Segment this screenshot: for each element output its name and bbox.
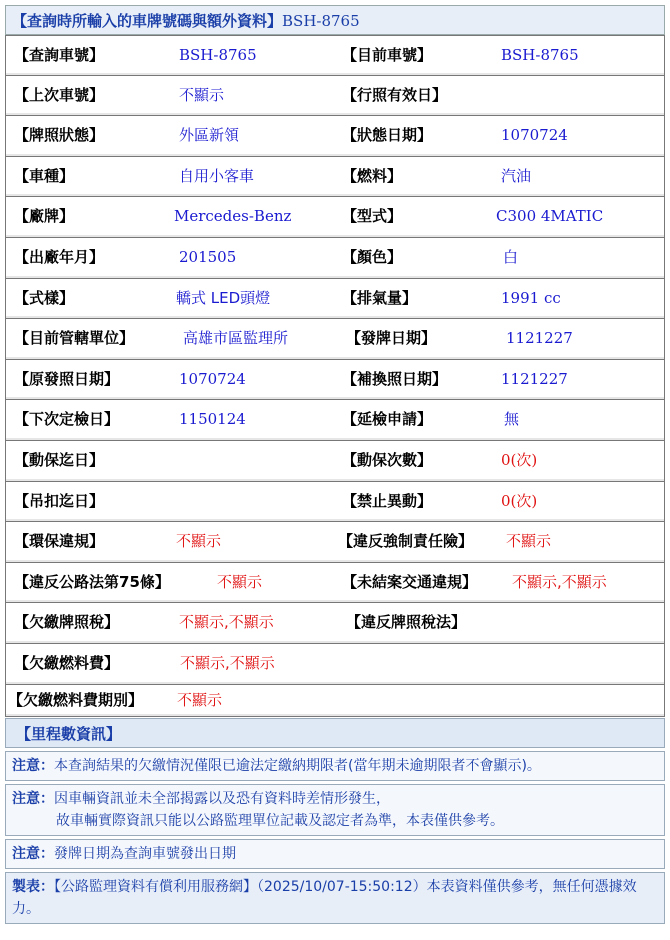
- row-jurisdiction: [6, 319, 664, 360]
- note-label: 注意：: [12, 757, 54, 774]
- value-body-style: 轎式 LED頭燈: [176, 288, 271, 307]
- info-table: [5, 35, 665, 717]
- report-title: [5, 5, 665, 35]
- row-plate-status: [6, 116, 664, 157]
- value-fuel: 汽油: [501, 166, 532, 185]
- row-highway-law: [6, 563, 664, 604]
- label-original-license-date: 【原發照日期】: [14, 369, 120, 388]
- label-movable-security-end: 【動保迄日】: [14, 450, 105, 469]
- label-fuel: 【燃料】: [342, 166, 403, 185]
- footer-text: 【公路監理資料有償利用服務網】（2025/10/07-15:50:12）本表資料僅供參考，無任何憑據效力。: [12, 878, 637, 917]
- label-environmental-violation: 【環保違規】: [14, 532, 105, 551]
- value-color: 白: [503, 247, 519, 266]
- row-vehicle-type: [6, 157, 664, 198]
- row-original-license-date: [6, 360, 664, 401]
- row-suspension: [6, 482, 664, 523]
- value-previous-plate: 不顯示: [179, 85, 225, 104]
- label-license-tax-violation: 【違反牌照稅法】: [346, 613, 467, 632]
- label-license-valid: 【行照有效日】: [342, 85, 448, 104]
- label-unpaid-license-tax: 【欠繳牌照稅】: [14, 613, 120, 632]
- value-environmental-violation: 不顯示: [176, 532, 222, 551]
- value-displacement: 1991 cc: [501, 288, 561, 307]
- label-status-date: 【狀態日期】: [342, 126, 433, 145]
- label-manufacture-date: 【出廠年月】: [14, 247, 105, 266]
- label-open-traffic-violation: 【未結案交通違規】: [342, 572, 478, 591]
- label-issue-date: 【發牌日期】: [346, 329, 437, 348]
- footer-label: 製表：: [12, 878, 54, 895]
- note-label: 注意：: [12, 790, 54, 807]
- value-transfer-ban: 0(次): [501, 491, 538, 510]
- report-footer: [5, 872, 665, 924]
- title-plate: BSH-8765: [282, 12, 360, 30]
- row-previous-plate: [6, 76, 664, 117]
- value-vehicle-type: 自用小客車: [179, 166, 255, 185]
- value-original-license-date: 1070724: [179, 369, 246, 388]
- value-query-plate: BSH-8765: [179, 46, 257, 64]
- note-text: 因車輛資訊並未全部揭露以及恐有資料時差情形發生，: [54, 790, 390, 807]
- row-fuel-fee-period: [6, 685, 664, 717]
- value-status-date: 1070724: [501, 126, 568, 145]
- value-movable-security-count: 0(次): [501, 450, 538, 469]
- label-query-plate: 【查詢車號】: [14, 46, 105, 64]
- label-insurance-violation: 【違反強制責任險】: [338, 532, 474, 551]
- label-inspection-extension: 【延檢申請】: [342, 410, 433, 429]
- note-label: 注意：: [12, 845, 54, 862]
- row-environmental: [6, 522, 664, 563]
- value-insurance-violation: 不顯示: [506, 532, 552, 551]
- value-model: C300 4MATIC: [496, 207, 604, 226]
- value-jurisdiction: 高雄市區監理所: [183, 329, 289, 348]
- label-displacement: 【排氣量】: [342, 288, 418, 307]
- label-jurisdiction: 【目前管轄單位】: [14, 329, 135, 348]
- label-highway-law-75: 【違反公路法第75條】: [14, 572, 170, 591]
- row-plate-number: [6, 35, 664, 76]
- value-manufacture-date: 201505: [179, 247, 237, 266]
- label-unpaid-fuel-fee: 【欠繳燃料費】: [14, 653, 120, 672]
- value-reissue-date: 1121227: [501, 369, 568, 388]
- value-brand: Mercedes-Benz: [174, 207, 292, 226]
- label-body-style: 【式樣】: [14, 288, 75, 307]
- label-movable-security-count: 【動保次數】: [342, 450, 433, 469]
- row-inspection: [6, 400, 664, 441]
- label-previous-plate: 【上次車號】: [14, 85, 105, 104]
- note-disclaimer: [5, 784, 665, 836]
- note-arrears: [5, 751, 665, 781]
- label-model: 【型式】: [342, 207, 403, 226]
- value-issue-date: 1121227: [506, 329, 573, 348]
- note-text: 發牌日期為查詢車號發出日期: [54, 845, 236, 862]
- label-color: 【顏色】: [342, 247, 403, 266]
- note-text-continued: 故車輛實際資訊只能以公路監理單位記載及認定者為準，本表僅供參考。: [56, 812, 504, 829]
- label-transfer-ban: 【禁止異動】: [342, 491, 433, 510]
- value-next-inspection: 1150124: [179, 410, 246, 429]
- value-highway-law-75: 不顯示: [217, 572, 263, 591]
- value-current-plate: BSH-8765: [501, 46, 579, 64]
- label-brand: 【廠牌】: [14, 207, 75, 226]
- note-issue-date: [5, 839, 665, 869]
- row-license-tax: [6, 603, 664, 644]
- note-text: 本查詢結果的欠繳情況僅限已逾法定繳納期限者(當年期未逾期限者不會顯示)。: [54, 757, 541, 774]
- label-vehicle-type: 【車種】: [14, 166, 75, 185]
- value-unpaid-fuel-fee: 不顯示,不顯示: [180, 653, 275, 672]
- label-suspension-end: 【吊扣迄日】: [14, 491, 105, 510]
- label-plate-status: 【牌照狀態】: [14, 126, 105, 145]
- row-brand: [6, 197, 664, 238]
- vehicle-report: [5, 5, 665, 924]
- value-plate-status: 外區新領: [179, 126, 240, 145]
- value-fuel-fee-period: 不顯示: [177, 690, 223, 709]
- value-unpaid-license-tax: 不顯示,不顯示: [179, 613, 274, 632]
- value-open-traffic-violation: 不顯示,不顯示: [512, 572, 607, 591]
- value-inspection-extension: 無: [504, 410, 520, 429]
- title-text: 【查詢時所輸入的車牌號碼與額外資料】: [12, 12, 283, 30]
- label-current-plate: 【目前車號】: [342, 46, 433, 64]
- label-reissue-date: 【補換照日期】: [342, 369, 448, 388]
- row-movable-security: [6, 441, 664, 482]
- label-next-inspection: 【下次定檢日】: [14, 410, 120, 429]
- row-manufacture-date: [6, 238, 664, 279]
- label-fuel-fee-period: 【欠繳燃料費期別】: [8, 690, 144, 709]
- mileage-section-title: 【里程數資訊】: [5, 718, 665, 748]
- row-fuel-fee: [6, 644, 664, 685]
- row-body-style: [6, 279, 664, 320]
